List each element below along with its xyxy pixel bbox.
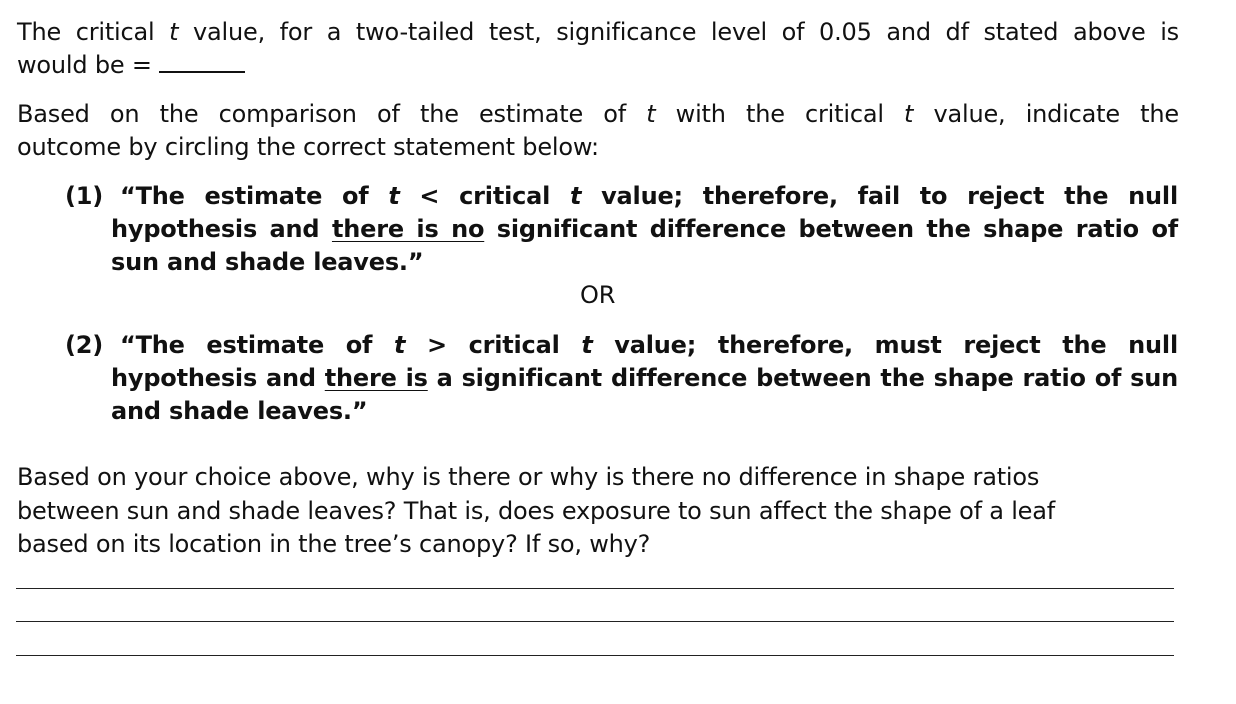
text-segment: outcome by circling the correct statement below:: [17, 133, 599, 161]
text-segment: “The estimate of: [120, 182, 389, 210]
text-segment: hypothesis and: [111, 215, 332, 243]
text-segment: value; therefore, must reject the null: [592, 331, 1178, 359]
text-segment: based on its location in the tree’s canopy? If so, why?: [17, 530, 651, 558]
t-symbol: t: [646, 100, 656, 128]
or-separator: [580, 279, 615, 312]
text-segment: with the critical: [655, 100, 905, 128]
text-segment: value, for a two-tailed test, significance level of 0.05 and df stated above is: [178, 18, 1179, 46]
underlined-phrase: there is: [324, 364, 428, 392]
t-symbol: t: [581, 331, 593, 359]
critical-t-question-line1: [17, 16, 1179, 49]
option2-number[interactable]: [65, 329, 103, 362]
option2-statement-line3[interactable]: [111, 395, 367, 428]
t-symbol: t: [393, 331, 406, 359]
critical-t-answer-blank[interactable]: [159, 53, 245, 73]
text-segment: a significant difference between the shape ratio of sun: [427, 364, 1178, 392]
explanation-question-line1: [17, 461, 1039, 494]
text-segment: between sun and shade leaves? That is, does exposure to sun affect the shape of a leaf: [17, 497, 1055, 525]
text-segment: significant difference between the shape ratio of: [484, 215, 1178, 243]
text-segment: The critical: [17, 18, 170, 46]
text-segment: value, indicate the: [913, 100, 1179, 128]
t-symbol: t: [388, 182, 400, 210]
t-symbol: t: [904, 100, 914, 128]
text-segment: “The estimate of: [120, 331, 394, 359]
answer-line-1[interactable]: [16, 588, 1174, 589]
option1-statement-line1[interactable]: [120, 180, 1178, 213]
underlined-phrase: there is no: [331, 215, 485, 243]
option2-statement-line1[interactable]: [120, 329, 1178, 362]
option1-number[interactable]: [65, 180, 103, 213]
text-segment: Based on the comparison of the estimate of: [17, 100, 647, 128]
option-number: (1): [65, 182, 104, 210]
t-symbol: t: [570, 182, 582, 210]
comparison-instruction-line2: [17, 131, 599, 164]
text-segment: > critical: [405, 331, 582, 359]
text-segment: and shade leaves.”: [111, 397, 368, 425]
or-label: OR: [580, 281, 616, 309]
option-number: (2): [65, 331, 104, 359]
option1-statement-line3[interactable]: [111, 246, 423, 279]
t-symbol: t: [169, 18, 179, 46]
answer-line-2[interactable]: [16, 621, 1174, 622]
text-segment: < critical: [399, 182, 570, 210]
answer-line-3[interactable]: [16, 655, 1174, 656]
text-segment: would be =: [17, 51, 160, 79]
option2-statement-line2[interactable]: [111, 362, 1178, 395]
text-segment: Based on your choice above, why is there or why is there no difference in shape ratios: [17, 463, 1040, 491]
text-segment: value; therefore, fail to reject the null: [581, 182, 1178, 210]
text-segment: sun and shade leaves.”: [111, 248, 424, 276]
critical-t-question-line2: [17, 49, 245, 82]
explanation-question-line2: [17, 495, 1055, 528]
option1-statement-line2[interactable]: [111, 213, 1178, 246]
comparison-instruction-line1: [17, 98, 1179, 131]
explanation-question-line3: [17, 528, 650, 561]
text-segment: hypothesis and: [111, 364, 325, 392]
